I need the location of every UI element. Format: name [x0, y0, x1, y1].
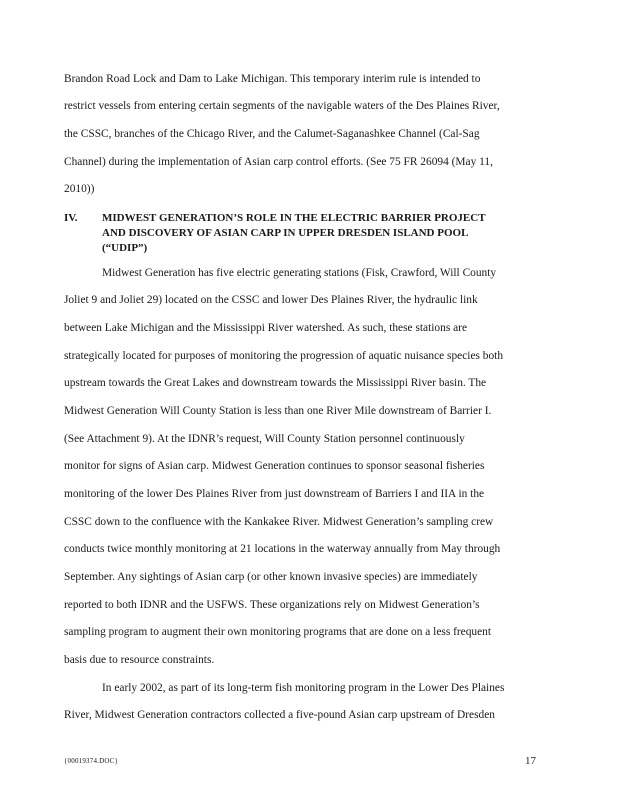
- section-heading-line: (“UDIP”): [102, 242, 148, 254]
- text-line: upstream towards the Great Lakes and downstream towards the Mississippi River basin. The: [64, 377, 487, 389]
- text-line: conducts twice monthly monitoring at 21 locations in the waterway annually from May through: [64, 543, 501, 555]
- text-line: the CSSC, branches of the Chicago River, and the Calumet-Saganashkee Channel (Cal-Sag: [64, 128, 480, 140]
- document-id: {00019374.DOC}: [64, 757, 119, 765]
- text-line: Channel) during the implementation of Asian carp control efforts. (See 75 FR 26094 (May 11,: [64, 156, 493, 168]
- text-line: River, Midwest Generation contractors collected a five-pound Asian carp upstream of Dresden: [64, 709, 495, 721]
- text-line: monitor for signs of Asian carp. Midwest Generation continues to sponsor seasonal fisheries: [64, 460, 485, 472]
- text-line: restrict vessels from entering certain segments of the navigable waters of the Des Plaines River,: [64, 100, 500, 112]
- text-line: September. Any sightings of Asian carp (or other known invasive species) are immediately: [64, 571, 478, 583]
- text-line: Midwest Generation Will County Station is less than one River Mile downstream of Barrier I.: [64, 405, 492, 417]
- text-line: Brandon Road Lock and Dam to Lake Michigan. This temporary interim rule is intended to: [64, 73, 481, 85]
- text-line: basis due to resource constraints.: [64, 654, 215, 666]
- text-line: monitoring of the lower Des Plaines River from just downstream of Barriers I and IIA in the: [64, 488, 485, 500]
- text-line: In early 2002, as part of its long-term fish monitoring program in the Lower Des Plaines: [102, 682, 505, 694]
- section-heading-line: MIDWEST GENERATION’S ROLE IN THE ELECTRIC BARRIER PROJECT: [102, 212, 486, 224]
- section-heading-line: AND DISCOVERY OF ASIAN CARP IN UPPER DRESDEN ISLAND POOL: [102, 227, 469, 239]
- text-line: sampling program to augment their own monitoring programs that are done on a less frequent: [64, 626, 492, 638]
- section-number: IV.: [64, 212, 78, 224]
- text-line: strategically located for purposes of monitoring the progression of aquatic nuisance species both: [64, 350, 504, 362]
- text-line: (See Attachment 9). At the IDNR’s request, Will County Station personnel continuously: [64, 433, 465, 445]
- text-line: Midwest Generation has five electric generating stations (Fisk, Crawford, Will County: [102, 267, 497, 279]
- text-line: Joliet 9 and Joliet 29) located on the CSSC and lower Des Plaines River, the hydraulic link: [64, 294, 478, 306]
- page-number: 17: [525, 755, 536, 767]
- text-line: between Lake Michigan and the Mississippi River watershed. As such, these stations are: [64, 322, 468, 334]
- text-line: CSSC down to the confluence with the Kankakee River. Midwest Generation’s sampling crew: [64, 516, 494, 528]
- text-line: 2010)): [64, 183, 95, 195]
- text-line: reported to both IDNR and the USFWS. These organizations rely on Midwest Generation’s: [64, 599, 480, 611]
